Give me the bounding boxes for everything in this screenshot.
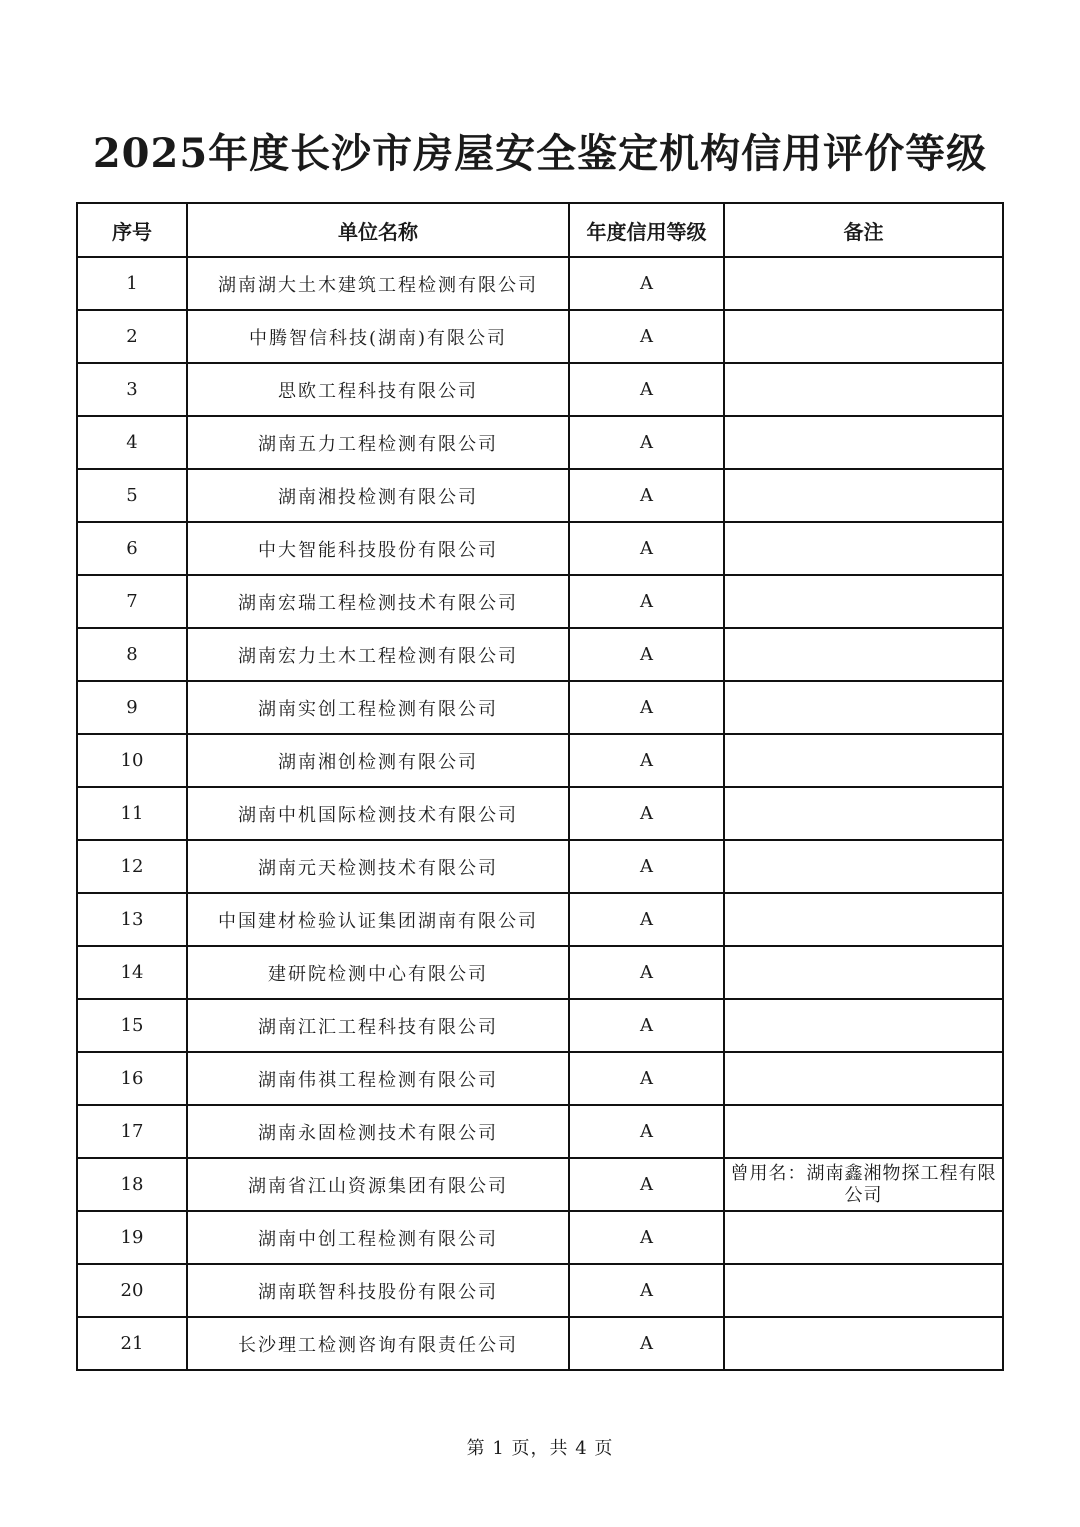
cell-credit-grade: A: [569, 628, 724, 681]
table-row: [77, 257, 1003, 310]
cell-remark: 曾用名：湖南鑫湘物探工程有限公司: [724, 1158, 1003, 1211]
cell-unit-name: 中腾智信科技(湖南)有限公司: [187, 310, 569, 363]
cell-serial-number: 15: [77, 999, 187, 1052]
cell-remark: [724, 999, 1003, 1052]
cell-unit-name: 湖南联智科技股份有限公司: [187, 1264, 569, 1317]
table-row: [77, 1264, 1003, 1317]
cell-unit-name: 湖南宏力土木工程检测有限公司: [187, 628, 569, 681]
cell-serial-number: 6: [77, 522, 187, 575]
cell-unit-name: 湖南实创工程检测有限公司: [187, 681, 569, 734]
table-header-row: [77, 203, 1003, 257]
cell-remark: [724, 681, 1003, 734]
cell-remark: [724, 840, 1003, 893]
cell-serial-number: 11: [77, 787, 187, 840]
cell-credit-grade: A: [569, 1264, 724, 1317]
header-remarks: 备注: [724, 203, 1003, 257]
header-unit-name: 单位名称: [187, 203, 569, 257]
table-row: [77, 787, 1003, 840]
cell-credit-grade: A: [569, 522, 724, 575]
table-row: [77, 734, 1003, 787]
cell-unit-name: 长沙理工检测咨询有限责任公司: [187, 1317, 569, 1370]
cell-remark: [724, 1105, 1003, 1158]
cell-remark: [724, 416, 1003, 469]
table-row: [77, 893, 1003, 946]
cell-unit-name: 湖南省江山资源集团有限公司: [187, 1158, 569, 1211]
page-number-footer: 第 1 页，共 4 页: [466, 1438, 614, 1459]
cell-serial-number: 18: [77, 1158, 187, 1211]
table-row: [77, 1105, 1003, 1158]
table-row: [77, 575, 1003, 628]
cell-serial-number: 13: [77, 893, 187, 946]
cell-credit-grade: A: [569, 1105, 724, 1158]
cell-serial-number: 10: [77, 734, 187, 787]
table-row: [77, 1052, 1003, 1105]
cell-unit-name: 湖南湘创检测有限公司: [187, 734, 569, 787]
cell-unit-name: 湖南永固检测技术有限公司: [187, 1105, 569, 1158]
cell-serial-number: 12: [77, 840, 187, 893]
table-row: [77, 1158, 1003, 1211]
cell-remark: [724, 469, 1003, 522]
cell-credit-grade: A: [569, 681, 724, 734]
cell-remark: [724, 734, 1003, 787]
cell-credit-grade: A: [569, 893, 724, 946]
table-row: [77, 999, 1003, 1052]
cell-credit-grade: A: [569, 363, 724, 416]
header-serial-number: 序号: [77, 203, 187, 257]
cell-remark: [724, 1211, 1003, 1264]
table-row: [77, 416, 1003, 469]
document-title: 2025年度长沙市房屋安全鉴定机构信用评价等级: [92, 130, 988, 177]
cell-credit-grade: A: [569, 1052, 724, 1105]
cell-unit-name: 湖南湖大土木建筑工程检测有限公司: [187, 257, 569, 310]
cell-credit-grade: A: [569, 840, 724, 893]
cell-serial-number: 20: [77, 1264, 187, 1317]
cell-unit-name: 湖南中创工程检测有限公司: [187, 1211, 569, 1264]
cell-unit-name: 思欧工程科技有限公司: [187, 363, 569, 416]
cell-remark: [724, 257, 1003, 310]
cell-credit-grade: A: [569, 1317, 724, 1370]
cell-remark: [724, 1264, 1003, 1317]
cell-remark: [724, 893, 1003, 946]
cell-credit-grade: A: [569, 999, 724, 1052]
cell-unit-name: 湖南宏瑞工程检测技术有限公司: [187, 575, 569, 628]
cell-credit-grade: A: [569, 946, 724, 999]
cell-serial-number: 17: [77, 1105, 187, 1158]
cell-remark: [724, 1317, 1003, 1370]
cell-remark: [724, 575, 1003, 628]
cell-serial-number: 4: [77, 416, 187, 469]
cell-credit-grade: A: [569, 1158, 724, 1211]
cell-unit-name: 湖南元天检测技术有限公司: [187, 840, 569, 893]
cell-serial-number: 16: [77, 1052, 187, 1105]
cell-unit-name: 中国建材检验认证集团湖南有限公司: [187, 893, 569, 946]
cell-serial-number: 5: [77, 469, 187, 522]
cell-unit-name: 建研院检测中心有限公司: [187, 946, 569, 999]
cell-credit-grade: A: [569, 469, 724, 522]
table-row: [77, 469, 1003, 522]
header-annual-credit-grade: 年度信用等级: [569, 203, 724, 257]
cell-remark: [724, 363, 1003, 416]
cell-remark: [724, 787, 1003, 840]
cell-unit-name: 中大智能科技股份有限公司: [187, 522, 569, 575]
cell-serial-number: 21: [77, 1317, 187, 1370]
cell-unit-name: 湖南湘投检测有限公司: [187, 469, 569, 522]
cell-credit-grade: A: [569, 575, 724, 628]
cell-serial-number: 8: [77, 628, 187, 681]
table-row: [77, 946, 1003, 999]
cell-serial-number: 19: [77, 1211, 187, 1264]
table-row: [77, 628, 1003, 681]
cell-remark: [724, 946, 1003, 999]
cell-remark: [724, 628, 1003, 681]
table-row: [77, 840, 1003, 893]
cell-credit-grade: A: [569, 257, 724, 310]
cell-unit-name: 湖南伟祺工程检测有限公司: [187, 1052, 569, 1105]
credit-rating-table: [76, 202, 1004, 1371]
cell-credit-grade: A: [569, 416, 724, 469]
table-row: [77, 363, 1003, 416]
cell-unit-name: 湖南中机国际检测技术有限公司: [187, 787, 569, 840]
cell-unit-name: 湖南五力工程检测有限公司: [187, 416, 569, 469]
cell-serial-number: 2: [77, 310, 187, 363]
table-body: [77, 257, 1003, 1370]
table-row: [77, 681, 1003, 734]
table-row: [77, 310, 1003, 363]
cell-credit-grade: A: [569, 1211, 724, 1264]
cell-remark: [724, 310, 1003, 363]
cell-serial-number: 3: [77, 363, 187, 416]
cell-credit-grade: A: [569, 310, 724, 363]
cell-unit-name: 湖南江汇工程科技有限公司: [187, 999, 569, 1052]
cell-serial-number: 7: [77, 575, 187, 628]
table-row: [77, 522, 1003, 575]
cell-serial-number: 1: [77, 257, 187, 310]
table-row: [77, 1317, 1003, 1370]
cell-credit-grade: A: [569, 734, 724, 787]
cell-serial-number: 14: [77, 946, 187, 999]
cell-serial-number: 9: [77, 681, 187, 734]
cell-remark: [724, 522, 1003, 575]
cell-credit-grade: A: [569, 787, 724, 840]
cell-remark: [724, 1052, 1003, 1105]
table-row: [77, 1211, 1003, 1264]
